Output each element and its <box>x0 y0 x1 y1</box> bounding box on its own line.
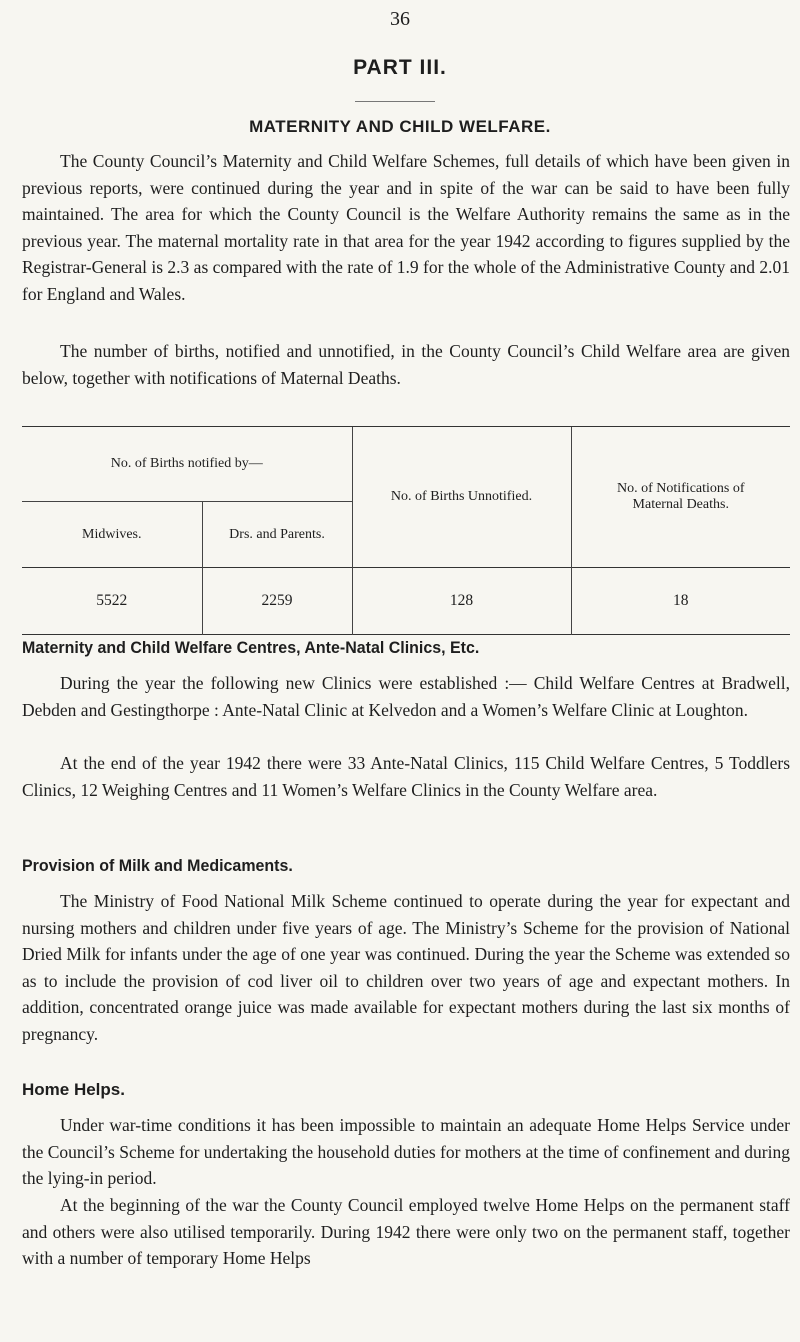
page-number: 36 <box>390 8 410 30</box>
centres-paragraph-1: During the year the following new Clinics were established :— Child Welfare Centres at Bradwell, Debden and Gestingthorpe : Ante-Natal Clinic at Kelvedon and a Women’s Welfare Clinic at Loughton. <box>22 673 790 720</box>
milk-paragraph: The Ministry of Food National Milk Scheme continued to operate during the year for expectant and nursing mothers and children under five years of age. The Ministry’s Scheme for the provision of National Dried Milk for infants under the age of one year was continued. During the year the Scheme was extended so as to include the provision of cod liver oil to children over two years of age and expectant mothers. In addition, concentrated orange juice was made available for expectant mothers during the last six months of pregnancy. <box>22 891 790 1044</box>
part-title: PART III. <box>353 56 447 79</box>
births-notified-header: No. of Births notified by— <box>22 427 352 502</box>
births-table <box>22 426 790 635</box>
title-divider <box>355 101 435 102</box>
drs-parents-header: Drs. and Parents. <box>202 502 352 568</box>
births-intro-paragraph: The number of births, notified and unnotified, in the County Council’s Child Welfare area are given below, together with notifications of Maternal Deaths. <box>22 341 790 388</box>
midwives-header: Midwives. <box>22 502 202 568</box>
intro-paragraph: The County Council’s Maternity and Child Welfare Schemes, full details of which have been given in previous reports, were continued during the year and in spite of the war can be said to have been fully maintained. The area for which the County Council is the Welfare Authority remains the same as in the previous year. The maternal mortality rate in that area for the year 1942 according to figures supplied by the Registrar-General is 2.3 as compared with the rate of 1.9 for the whole of the Administrative County and 2.01 for England and Wales. <box>22 151 790 304</box>
section-title: MATERNITY AND CHILD WELFARE. <box>249 117 551 136</box>
centres-heading: Maternity and Child Welfare Centres, Ante-Natal Clinics, Etc. <box>22 638 480 657</box>
maternal-deaths-header: No. of Notifications of Maternal Deaths. <box>616 481 745 512</box>
milk-heading: Provision of Milk and Medicaments. <box>22 856 293 875</box>
home-helps-paragraph-1: Under war-time conditions it has been impossible to maintain an adequate Home Helps Service under the Council’s Scheme for undertaking the household duties for mothers at the time of confinement and during the lying-in period. <box>22 1115 790 1188</box>
midwives-value: 5522 <box>22 568 202 635</box>
maternal-deaths-value: 18 <box>571 568 790 635</box>
drs-parents-value: 2259 <box>202 568 352 635</box>
home-helps-heading: Home Helps. <box>22 1080 125 1099</box>
unnotified-value: 128 <box>352 568 571 635</box>
home-helps-paragraph-2: At the beginning of the war the County Council employed twelve Home Helps on the permanent staff and others were also utilised temporarily. During 1942 there were only two on the permanent staff, together with a number of temporary Home Helps <box>22 1195 790 1268</box>
centres-paragraph-2: At the end of the year 1942 there were 33 Ante-Natal Clinics, 115 Child Welfare Centres, 5 Toddlers Clinics, 12 Weighing Centres and 11 Women’s Welfare Clinics in the County Welfare area. <box>22 753 790 800</box>
births-unnotified-header: No. of Births Unnotified. <box>352 427 571 568</box>
